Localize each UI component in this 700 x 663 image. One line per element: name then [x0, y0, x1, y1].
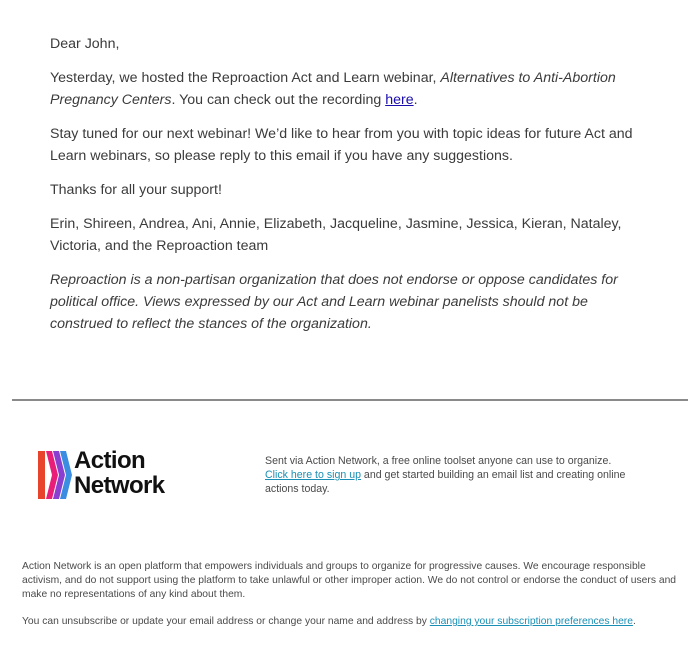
- footer-legal: [22, 560, 682, 642]
- paragraph-stay-tuned: Stay tuned for our next webinar! We’d like to hear from you with topic ideas for future Act and Learn webinars, so please reply to this email if you have any suggestions.: [50, 126, 633, 164]
- paragraph-webinar-intro: Yesterday, we hosted the Reproaction Act and Learn webinar,: [50, 70, 441, 86]
- logo-wordmark: [74, 448, 165, 498]
- unsubscribe-text: [22, 615, 682, 629]
- signup-link[interactable]: Click here to sign up: [265, 469, 361, 481]
- logo-line-2: Network: [74, 472, 165, 499]
- footer-sent-via: [265, 454, 645, 496]
- disclaimer: [50, 269, 650, 335]
- action-network-logo[interactable]: [38, 447, 198, 499]
- subscription-preferences-link[interactable]: changing your subscription preferences here: [429, 616, 633, 627]
- logo-chevrons-icon: [38, 451, 72, 499]
- legal-text: Action Network is an open platform that empowers individuals and groups to organize for progressive causes. We encourage responsible activism, and do not support using the platform to take unlawful or other improper action. We do not control or endorse the conduct of users and make no representations of any kind about them.: [22, 561, 677, 600]
- footer-divider: [12, 399, 688, 401]
- unsubscribe-intro: You can unsubscribe or update your email address or change your name and address by: [22, 616, 430, 627]
- logo-line-1: Action: [74, 447, 146, 474]
- logo-chevron-1: [38, 451, 45, 499]
- unsubscribe-end: .: [632, 616, 636, 627]
- signature: Erin, Shireen, Andrea, Ani, Annie, Elizabeth, Jacqueline, Jasmine, Jessica, Kieran, Nataley, Victoria, and the Reproaction team: [50, 216, 622, 254]
- sent-via-text: Sent via Action Network, a free online toolset anyone can use to organize.: [265, 455, 612, 467]
- webinar-title: Alternatives to Anti-Abortion Pregnancy Centers: [50, 70, 616, 108]
- paragraph-thanks: Thanks for all your support!: [50, 182, 222, 198]
- signup-rest-text: and get started building an email list and creating online actions today.: [265, 469, 626, 495]
- paragraph-webinar-mid: . You can check out the recording: [171, 92, 386, 108]
- disclaimer-text: Reproaction is a non-partisan organization that does not endorse or oppose candidates for political office. Views expressed by our Act and Learn webinar panelists should not be construed to reflect the stances of the organization.: [50, 272, 618, 332]
- email-body: [50, 33, 650, 347]
- greeting: Dear John,: [50, 36, 120, 52]
- recording-link[interactable]: here: [385, 92, 414, 108]
- paragraph-webinar-end: .: [413, 92, 418, 108]
- paragraph-webinar: [50, 67, 650, 111]
